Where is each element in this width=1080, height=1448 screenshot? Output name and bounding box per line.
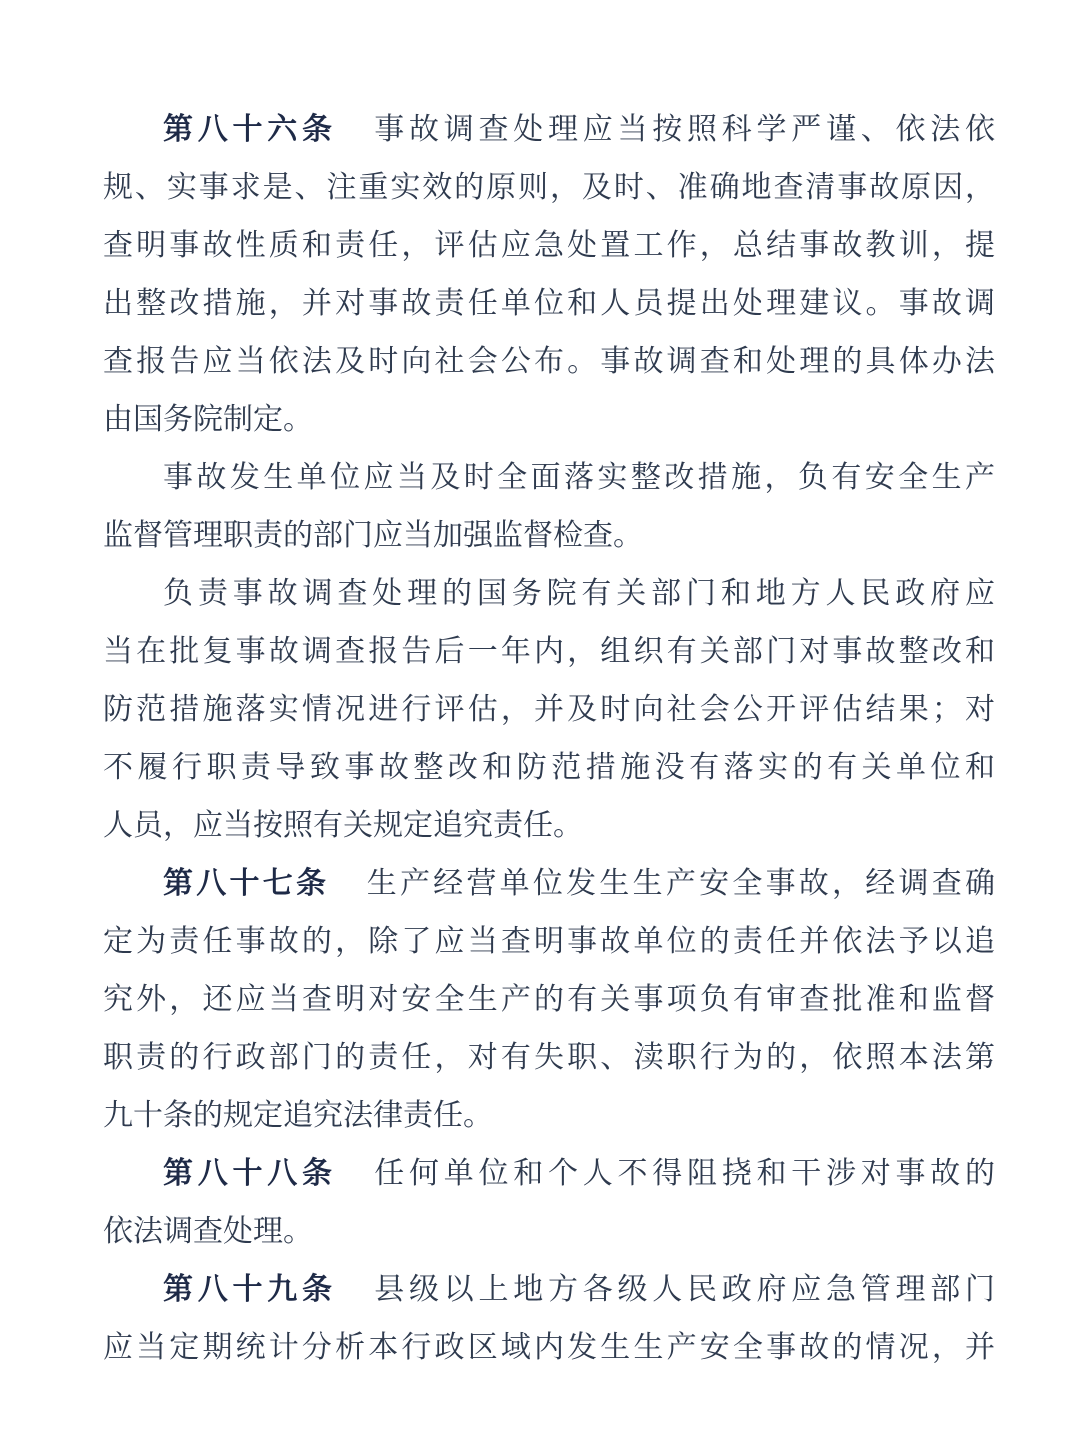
line-text: 任何单位和个人不得阻挠和干涉对事故的 (374, 1157, 995, 1190)
document-body (103, 101, 995, 1377)
text-line: 监督管理职责的部门应当加强监督检查。 (103, 519, 643, 552)
text-line: 究外，还应当查明对安全生产的有关事项负有审查批准和监督 (103, 983, 995, 1016)
article-number: 第八十九条 (163, 1273, 337, 1306)
text-line: 依法调查处理。 (103, 1215, 313, 1248)
text-line: 当在批复事故调查报告后一年内，组织有关部门对事故整改和 (103, 635, 995, 668)
text-line: 防范措施落实情况进行评估，并及时向社会公开评估结果；对 (103, 693, 995, 726)
article-number: 第八十六条 (163, 113, 337, 146)
text-line: 出整改措施，并对事故责任单位和人员提出处理建议。事故调 (103, 287, 995, 320)
text-line: 九十条的规定追究法律责任。 (103, 1099, 493, 1132)
text-line (103, 1145, 995, 1203)
line-text: 县级以上地方各级人民政府应急管理部门 (374, 1273, 995, 1306)
line-text: 事故调查处理应当按照科学严谨、依法依 (374, 113, 995, 146)
text-line: 应当定期统计分析本行政区域内发生生产安全事故的情况，并 (103, 1331, 995, 1364)
text-line: 查明事故性质和责任，评估应急处置工作，总结事故教训，提 (103, 229, 995, 262)
text-line: 不履行职责导致事故整改和防范措施没有落实的有关单位和 (103, 751, 995, 784)
text-line (103, 1261, 995, 1319)
article-number: 第八十八条 (163, 1157, 337, 1190)
text-line: 职责的行政部门的责任，对有失职、渎职行为的，依照本法第 (103, 1041, 995, 1074)
text-line: 定为责任事故的，除了应当查明事故单位的责任并依法予以追 (103, 925, 995, 958)
text-line: 事故发生单位应当及时全面落实整改措施，负有安全生产 (163, 461, 995, 494)
text-line: 负责事故调查处理的国务院有关部门和地方人民政府应 (163, 577, 995, 610)
text-line: 规、实事求是、注重实效的原则，及时、准确地查清事故原因， (103, 171, 995, 204)
text-line: 由国务院制定。 (103, 403, 313, 436)
text-line: 查报告应当依法及时向社会公布。事故调查和处理的具体办法 (103, 345, 995, 378)
text-line (103, 855, 995, 913)
text-line (103, 101, 995, 159)
line-text: 生产经营单位发生生产安全事故，经调查确 (366, 867, 995, 900)
article-number: 第八十七条 (163, 867, 330, 900)
text-line: 人员，应当按照有关规定追究责任。 (103, 809, 583, 842)
